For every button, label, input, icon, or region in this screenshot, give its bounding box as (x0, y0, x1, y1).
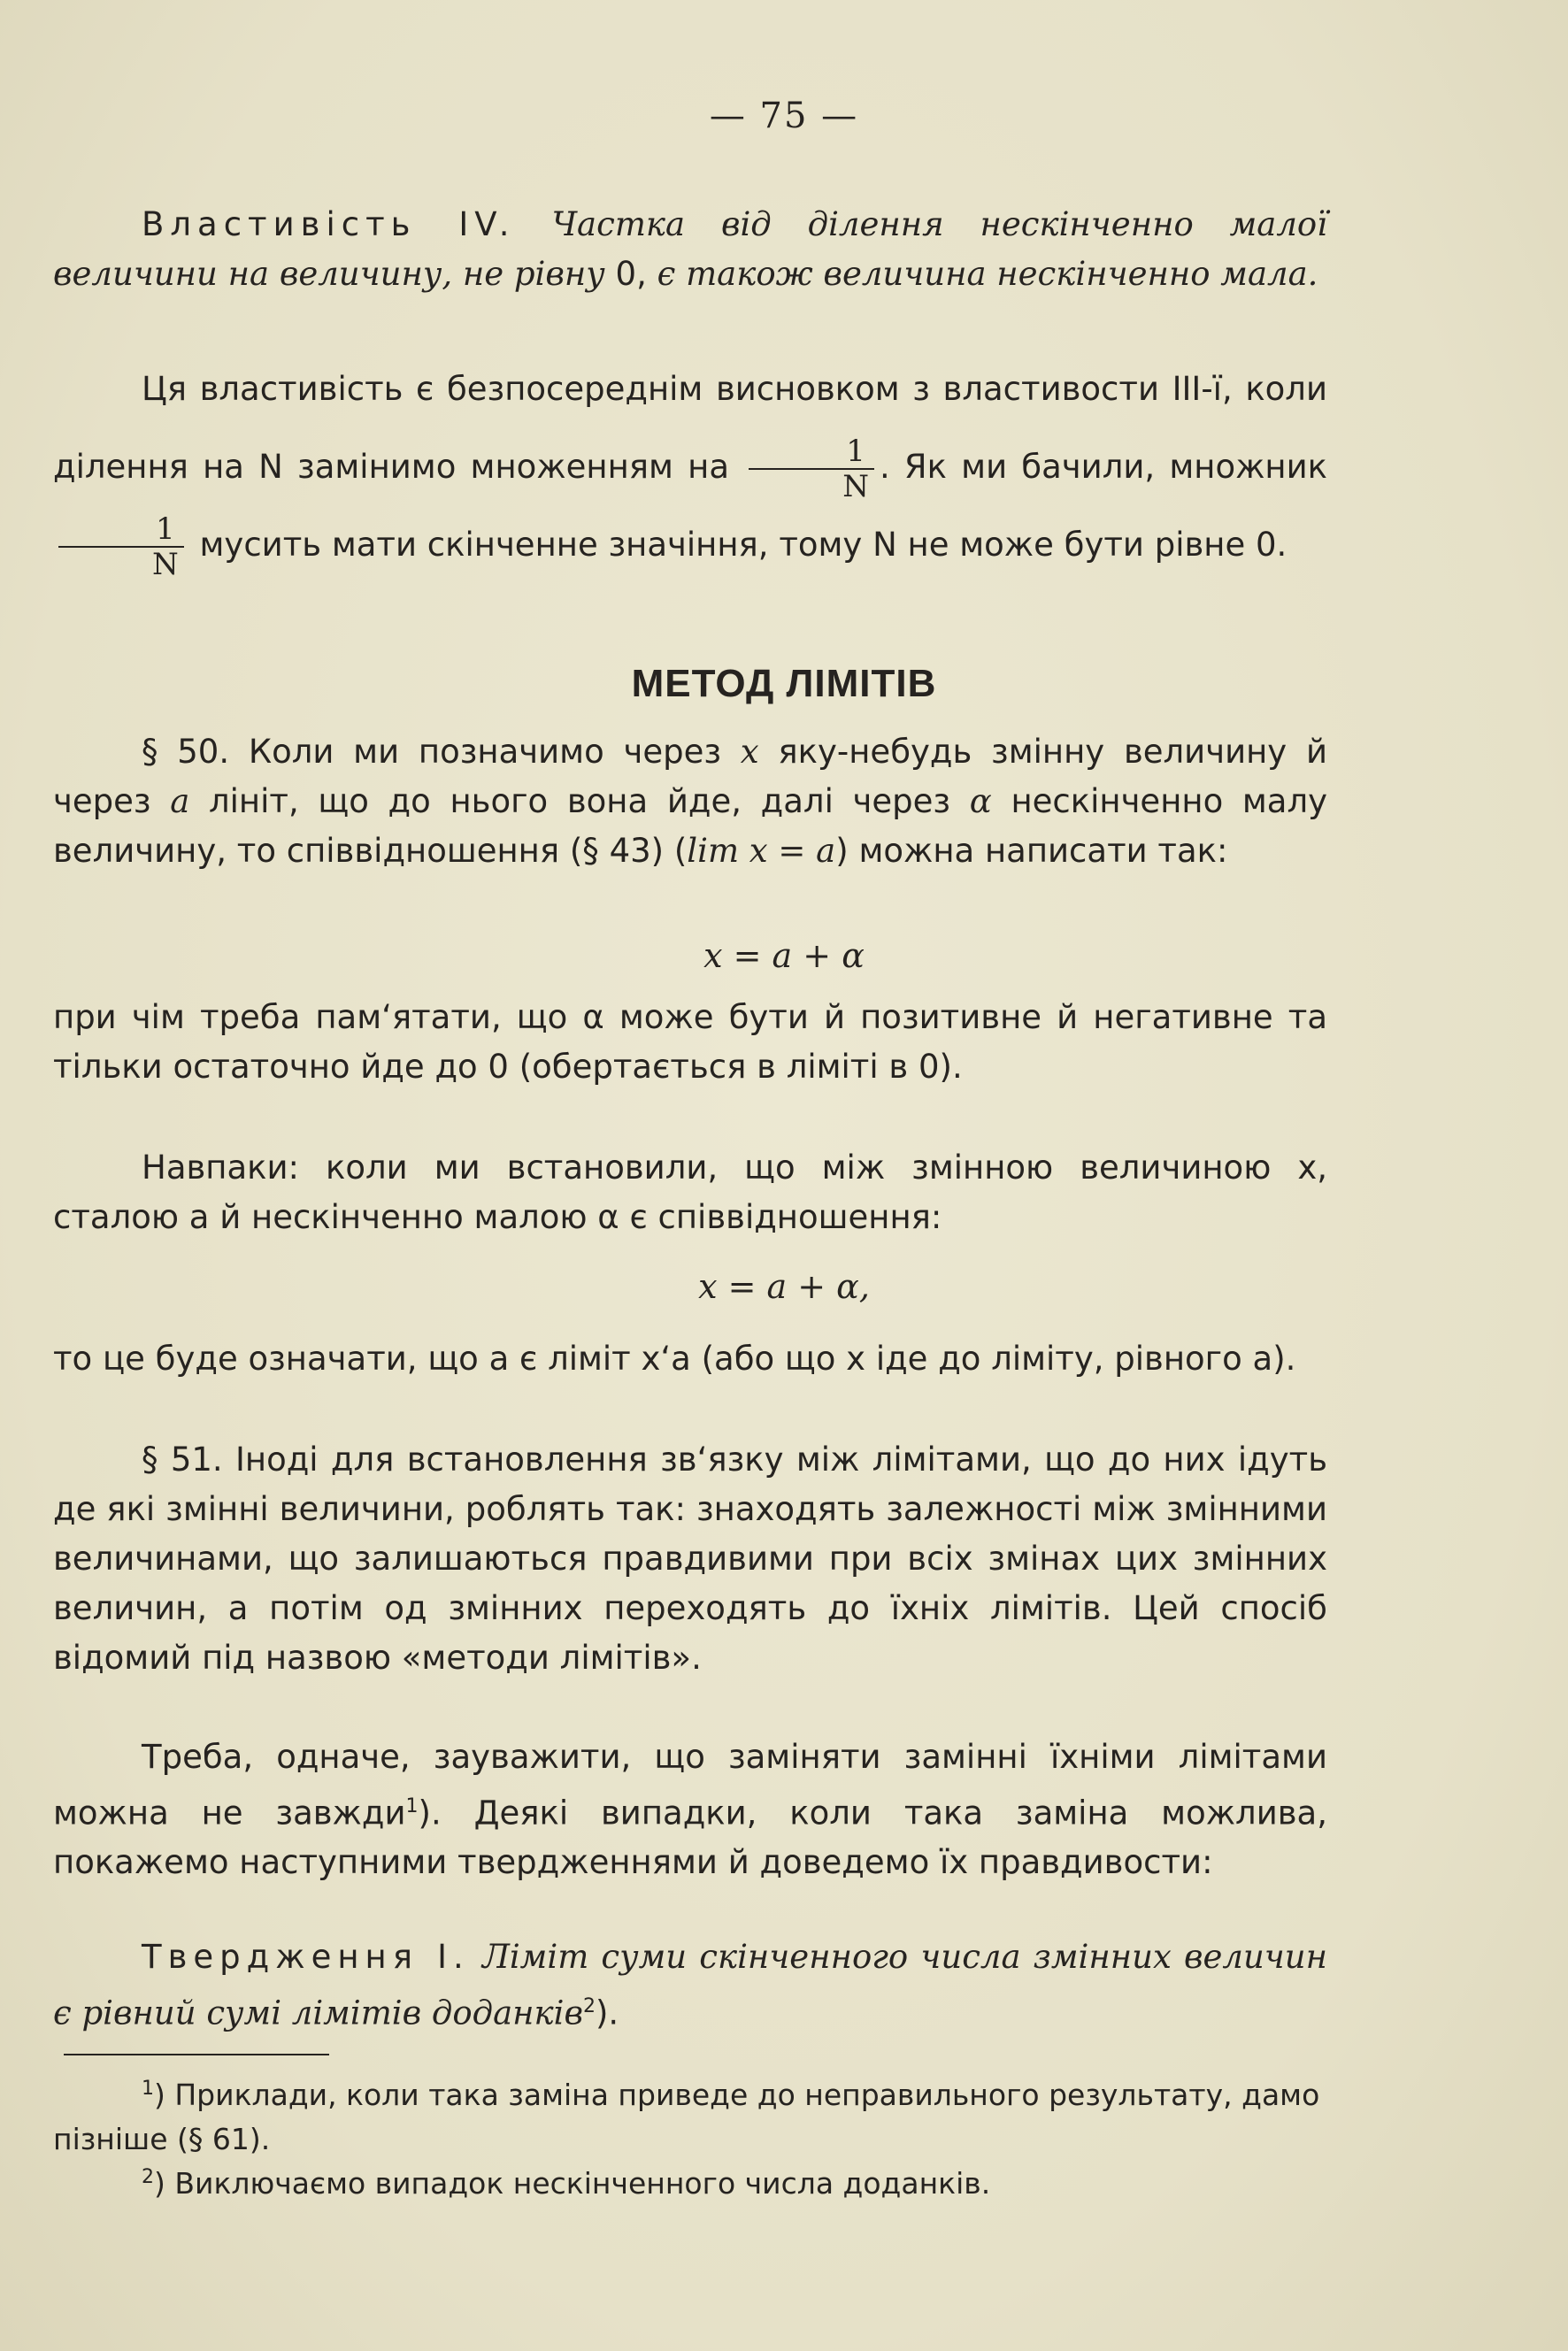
footnote-divider (64, 2054, 329, 2055)
footnote-text: ) Виключаємо випадок нескінченного числа доданків. (154, 2166, 991, 2201)
statement-tail: ). (595, 1994, 619, 2032)
explanation-text-2: . Як ми бачили, множник (879, 448, 1328, 486)
fraction-denominator: N (152, 546, 179, 582)
var-a: a (170, 782, 190, 820)
equation-2: x = a + α, (698, 1267, 870, 1306)
lim-expression: lim x = a (687, 832, 836, 870)
page-number: — 75 — (709, 96, 859, 136)
paragraph-conversely: Навпаки: коли ми встановили, що між змінною величиною x, сталою a й нескінченно малою α є співвідношення: (53, 1149, 1327, 1236)
p50-text-3: лініт, що до нього вона йде, далі через (209, 782, 951, 820)
property-iv-paragraph (53, 200, 1327, 299)
paragraph-51: § 51. Іноді для встановлення зв‘язку між лімітами, що до них ідуть де які змінні величини, роблять так: знаходять залежності між змінними величинами, що залишаються правдивими при всіх змінах цих змінних величин, а потім од змінних переходять до їхніх лімітів. Цей спосіб відомий під назвою «методи лімітів». (53, 1441, 1327, 1677)
var-x: x (740, 733, 759, 771)
explanation-paragraph (53, 350, 1327, 584)
fraction-numerator: 1 (749, 434, 874, 470)
footnote-1 (53, 2067, 1336, 2162)
zero-value: 0, (615, 255, 647, 293)
property-statement-end: є також величина нескінченно мала. (657, 255, 1318, 293)
paragraph-note: при чім треба пам‘ятати, що α може бути й позитивне й негативне та тільки остаточно йде до 0 (обертається в ліміті в 0). (53, 998, 1327, 1086)
footnote-ref-1: 1 (405, 1795, 419, 1817)
paragraph-meaning: то це буде означати, що a є ліміт x‘а (або що x іде до ліміту, рівного a). (53, 1340, 1296, 1378)
p8-text-2: ). Деякі випадки, коли така заміна можлива, покажемо наступними твердженнями й доведемо їх правдивости: (53, 1794, 1327, 1882)
statement-label: Твердження І. (142, 1938, 470, 1976)
p8-text-1: Треба, одначе, зауважити, що заміняти замінні їхніми лімітами можна не завжди (53, 1738, 1327, 1832)
footnote-mark: 1 (142, 2078, 154, 2100)
footnote-2 (53, 2155, 1336, 2206)
p50-text-1: § 50. Коли ми позначимо через (142, 733, 722, 771)
paragraph-limits-note (53, 1733, 1327, 1887)
p50-text-4: нескінченно малу величину, то співвідношення (§ 43) ( (53, 782, 1328, 870)
section-heading: МЕТОД ЛІМІТІВ (631, 662, 937, 705)
fraction-1-over-n (749, 434, 874, 503)
p50-text-5: ) можна написати так: (835, 832, 1228, 870)
statement-text: Ліміт суми скінченного числа змінних величин є рівний сумі лімітів доданків (53, 1938, 1327, 2032)
footnote-text: ) Приклади, коли така заміна приведе до неправильного результату, дамо пізніше (§ 61). (53, 2078, 1320, 2156)
footnote-ref-2: 2 (582, 1995, 596, 2017)
fraction-numerator: 1 (58, 512, 184, 548)
fraction-1-over-n-2 (58, 512, 184, 581)
statement-i-paragraph (53, 1932, 1327, 2038)
property-label: Властивість IV. (142, 205, 516, 243)
var-alpha: α (969, 782, 992, 820)
property-statement: Частка від ділення нескінченно малої величини на величину, не рівну (53, 205, 1328, 293)
fraction-denominator: N (842, 468, 869, 504)
p50-text-2: яку-небудь змінну величину й через (53, 733, 1327, 820)
footnote-mark: 2 (142, 2166, 154, 2188)
explanation-text-1: Ця властивість є безпосереднім висновком з властивости III-ї, коли ділення на N замінимо множенням на (53, 370, 1327, 486)
equation-1: x = a + α (703, 936, 865, 975)
paragraph-50 (53, 727, 1327, 876)
explanation-text-3: мусить мати скінченне значіння, тому N не може бути рівне 0. (199, 526, 1287, 564)
